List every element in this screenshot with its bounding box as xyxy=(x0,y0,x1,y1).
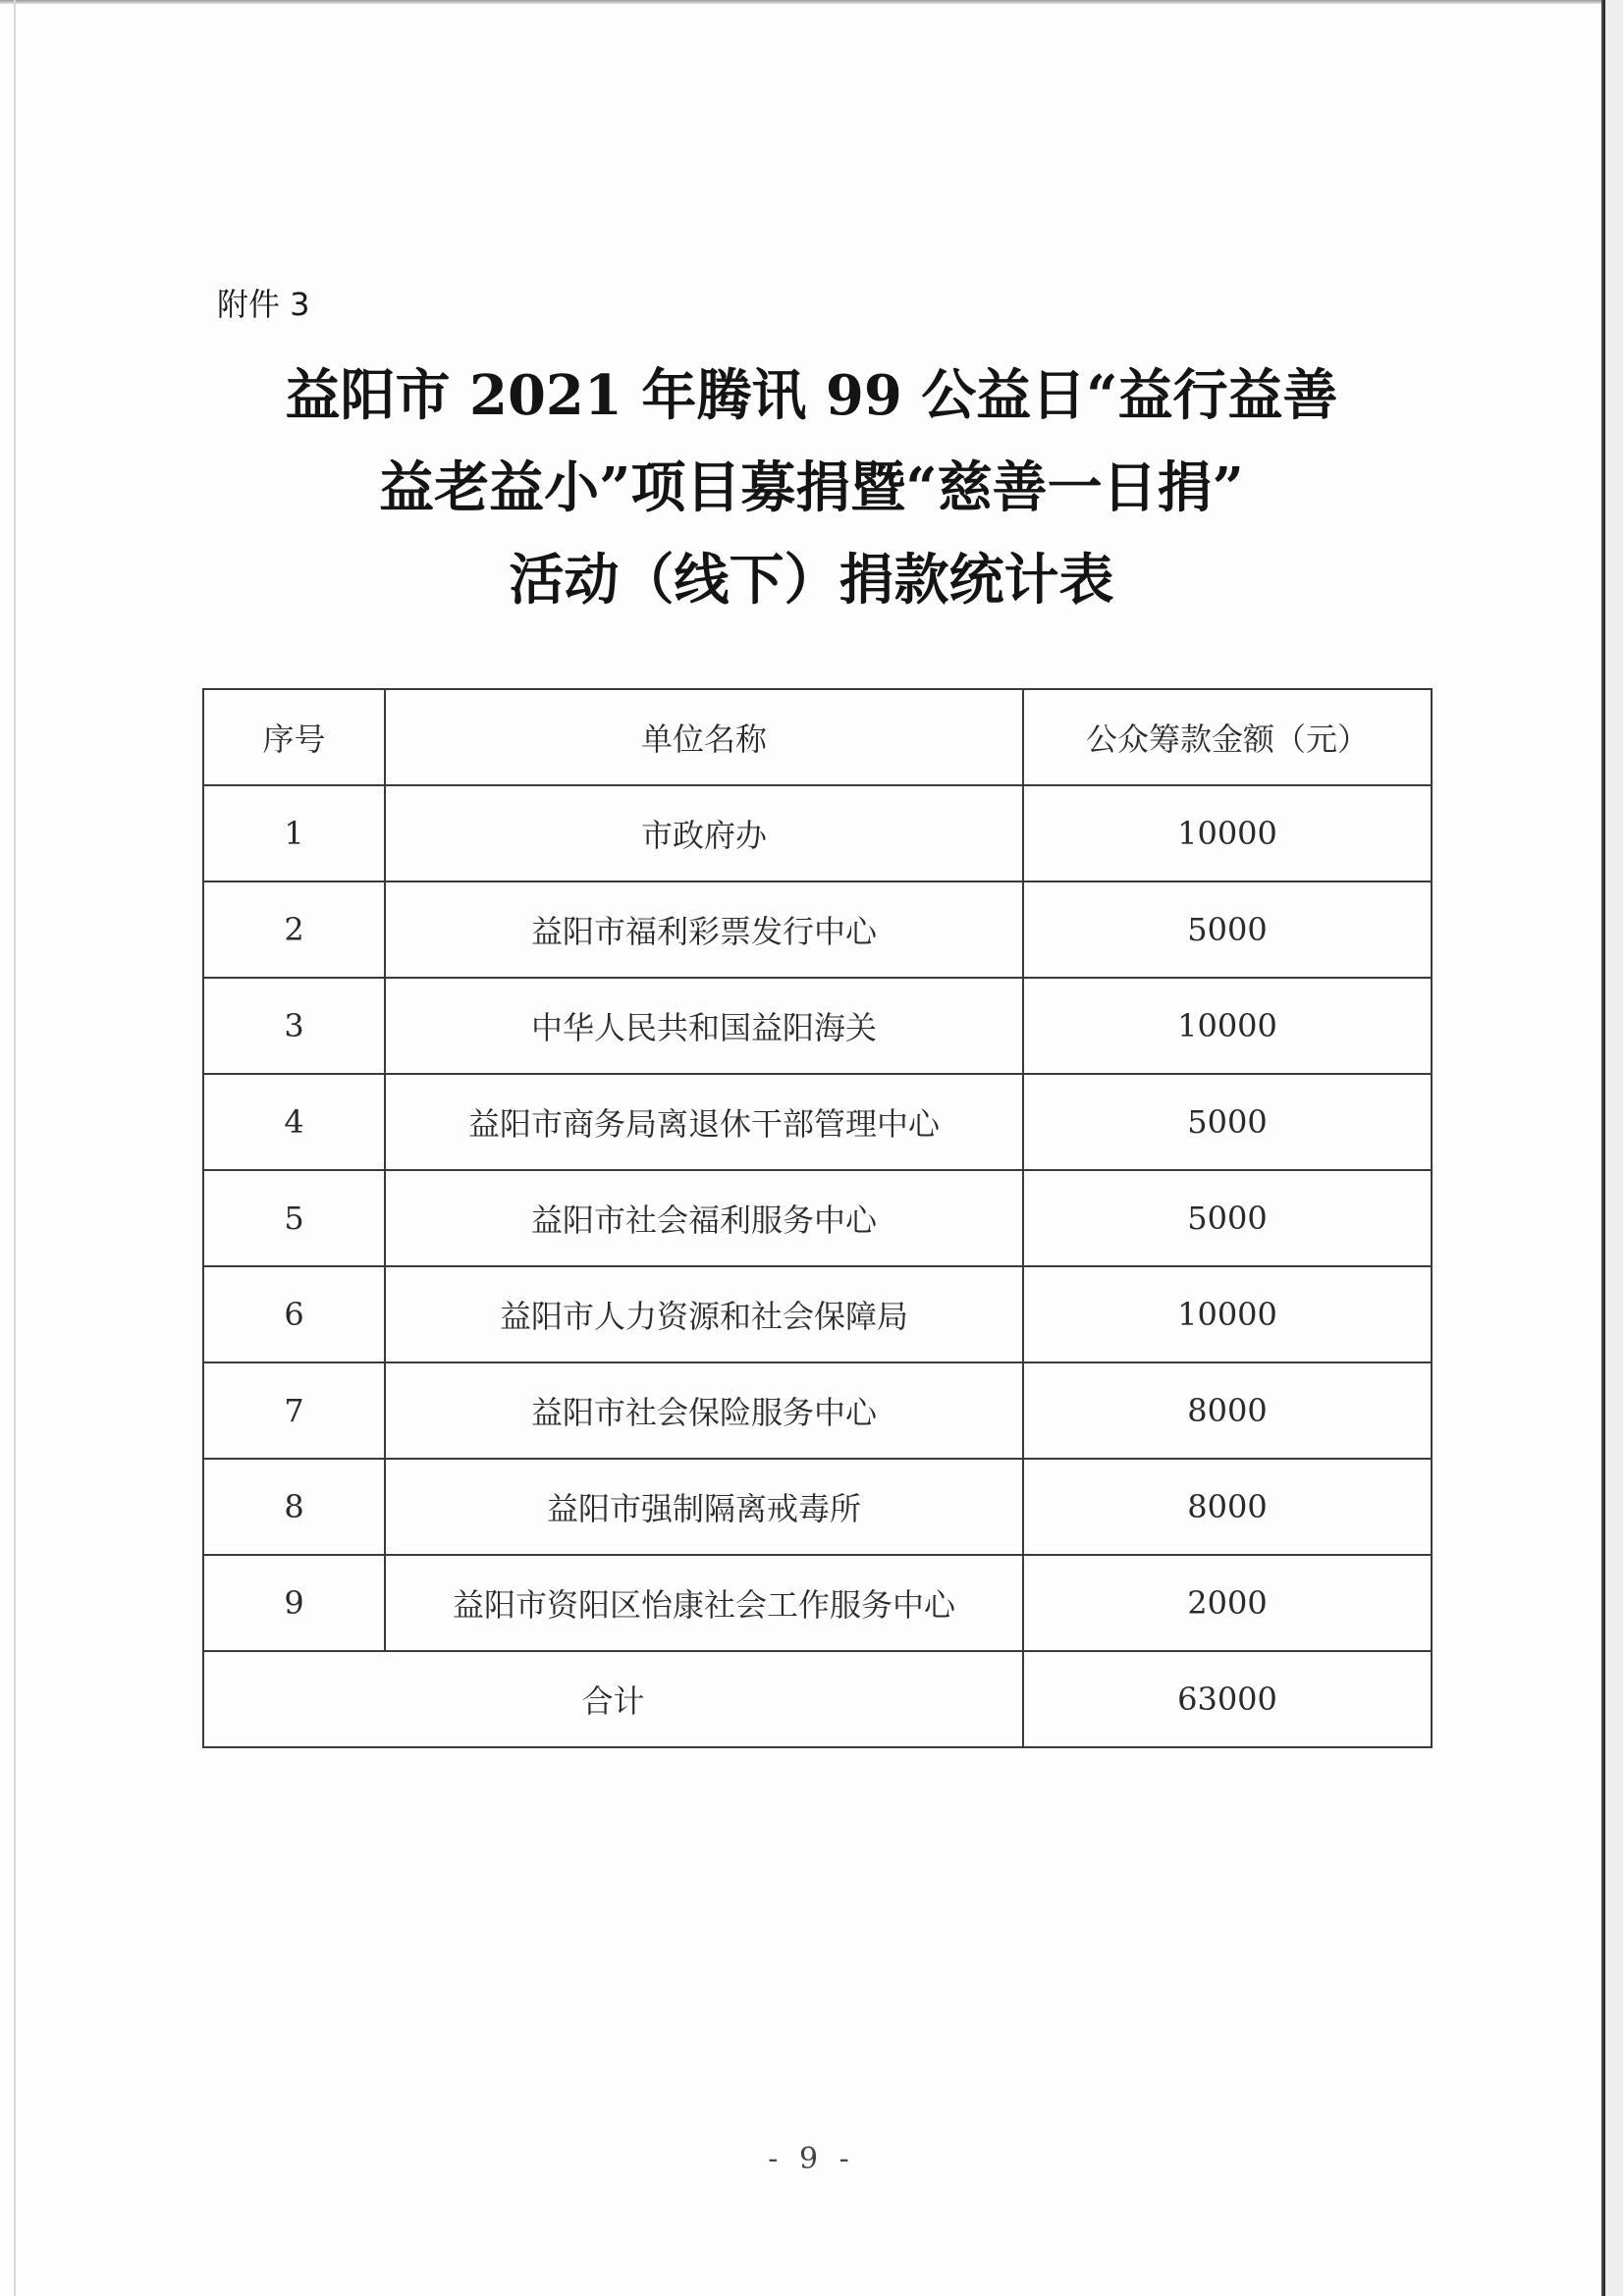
title-line-2: 益老益小”项目募捐暨“慈善一日捐” xyxy=(379,455,1244,520)
row-unit: 益阳市福利彩票发行中心 xyxy=(385,881,1023,978)
table-row xyxy=(203,785,1432,881)
table-row xyxy=(203,881,1432,978)
table-row xyxy=(203,1555,1432,1651)
header-unit: 单位名称 xyxy=(385,689,1023,785)
row-amount: 8000 xyxy=(1023,1362,1432,1459)
table-row xyxy=(203,978,1432,1074)
scan-edge-left xyxy=(14,0,16,2296)
row-unit: 益阳市社会保险服务中心 xyxy=(385,1362,1023,1459)
scan-edge-top xyxy=(0,0,1623,4)
row-amount: 2000 xyxy=(1023,1555,1432,1651)
table-row xyxy=(203,1362,1432,1459)
row-no: 4 xyxy=(203,1074,385,1170)
attachment-label: 附件 3 xyxy=(217,286,310,323)
table-row xyxy=(203,1266,1432,1362)
row-amount: 10000 xyxy=(1023,785,1432,881)
row-amount: 5000 xyxy=(1023,1170,1432,1266)
row-no: 9 xyxy=(203,1555,385,1651)
table-row xyxy=(203,1074,1432,1170)
row-no: 8 xyxy=(203,1459,385,1555)
table-row xyxy=(203,1459,1432,1555)
row-unit: 益阳市商务局离退休干部管理中心 xyxy=(385,1074,1023,1170)
row-no: 5 xyxy=(203,1170,385,1266)
row-unit: 市政府办 xyxy=(385,785,1023,881)
row-no: 1 xyxy=(203,785,385,881)
row-unit: 益阳市强制隔离戒毒所 xyxy=(385,1459,1023,1555)
title-line-1: 益阳市 2021 年腾讯 99 公益日“益行益善 xyxy=(285,363,1338,428)
page-number: - 9 - xyxy=(768,2142,855,2176)
row-no: 6 xyxy=(203,1266,385,1362)
row-no: 2 xyxy=(203,881,385,978)
table-row xyxy=(203,1170,1432,1266)
scan-edge-right xyxy=(1601,0,1605,2296)
header-no: 序号 xyxy=(203,689,385,785)
row-unit: 益阳市社会福利服务中心 xyxy=(385,1170,1023,1266)
table-header-row xyxy=(203,689,1432,785)
row-amount: 5000 xyxy=(1023,881,1432,978)
title-line-3: 活动（线下）捐款统计表 xyxy=(509,548,1114,613)
total-label: 合计 xyxy=(203,1651,1023,1747)
row-unit: 益阳市人力资源和社会保障局 xyxy=(385,1266,1023,1362)
document-title xyxy=(0,349,1623,626)
table-total-row xyxy=(203,1651,1432,1747)
row-amount: 8000 xyxy=(1023,1459,1432,1555)
header-amount: 公众筹款金额（元） xyxy=(1023,689,1432,785)
row-amount: 10000 xyxy=(1023,1266,1432,1362)
total-amount: 63000 xyxy=(1023,1651,1432,1747)
row-amount: 10000 xyxy=(1023,978,1432,1074)
scan-margin-right xyxy=(1605,0,1623,2296)
row-no: 3 xyxy=(203,978,385,1074)
donation-table xyxy=(202,688,1433,1748)
row-no: 7 xyxy=(203,1362,385,1459)
row-unit: 益阳市资阳区怡康社会工作服务中心 xyxy=(385,1555,1023,1651)
row-unit: 中华人民共和国益阳海关 xyxy=(385,978,1023,1074)
row-amount: 5000 xyxy=(1023,1074,1432,1170)
